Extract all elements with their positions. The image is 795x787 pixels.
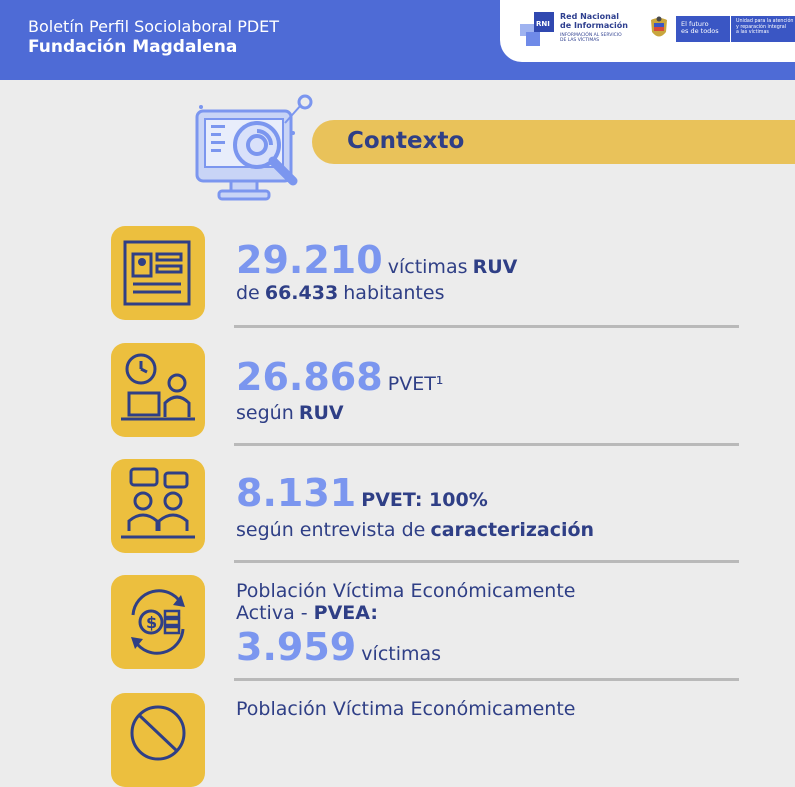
stat-number: 3.959	[236, 625, 357, 669]
item-icon-tile	[111, 693, 205, 787]
rni-logo-icon	[520, 12, 556, 46]
divider	[234, 443, 739, 446]
divider	[234, 325, 739, 328]
logo-panel	[500, 0, 795, 62]
gov-slogan: El futuro es de todos	[676, 16, 730, 42]
money-cycle-icon	[111, 575, 205, 669]
item-icon-tile	[111, 343, 205, 437]
rni-tagline: INFORMACIÓN AL SERVICIO DE LAS VÍCTIMAS	[560, 33, 622, 43]
svg-text:$: $	[146, 613, 158, 632]
id-card-icon	[111, 226, 205, 320]
stat-pvet-entrevista: 8.131 PVET: 100%	[236, 471, 488, 515]
stat-subtext: de 66.433 habitantes	[236, 282, 445, 304]
stat-subtext: según entrevista de caracterización	[236, 519, 595, 541]
colombia-shield-icon	[648, 16, 670, 42]
item-icon-tile	[111, 459, 205, 553]
item-icon-tile	[111, 575, 205, 669]
stat-pvet-ruv: 26.868 PVET¹	[236, 355, 444, 399]
header-subtitle: Fundación Magdalena	[28, 37, 238, 57]
divider	[234, 560, 739, 563]
rni-name: Red Nacional de Información	[560, 12, 628, 30]
unidad-victimas-logo: Unidad para la atención y reparación integral a las víctimas	[731, 16, 795, 42]
stat-number: 8.131	[236, 471, 357, 515]
stat-pvei-title: Población Víctima Económicamente	[236, 698, 576, 720]
interview-icon	[111, 459, 205, 553]
header-banner	[0, 0, 795, 80]
stat-pvea: 3.959 víctimas	[236, 625, 442, 669]
clock-worker-icon	[111, 343, 205, 437]
stat-number: 29.210	[236, 238, 383, 282]
stat-victimas-ruv: 29.210 víctimas RUV	[236, 238, 518, 282]
divider	[234, 678, 739, 681]
header-title: Boletín Perfil Sociolaboral PDET	[28, 17, 280, 36]
stat-pvea-title: Población Víctima Económicamente Activa - PVEA:	[236, 580, 576, 624]
stat-subtext: según RUV	[236, 402, 344, 424]
item-icon-tile	[111, 226, 205, 320]
monitor-analysis-icon	[193, 93, 318, 213]
section-title: Contexto	[347, 128, 465, 154]
money-blocked-icon	[111, 693, 205, 787]
rni-badge-text: RNI	[536, 20, 550, 28]
stat-number: 26.868	[236, 355, 383, 399]
